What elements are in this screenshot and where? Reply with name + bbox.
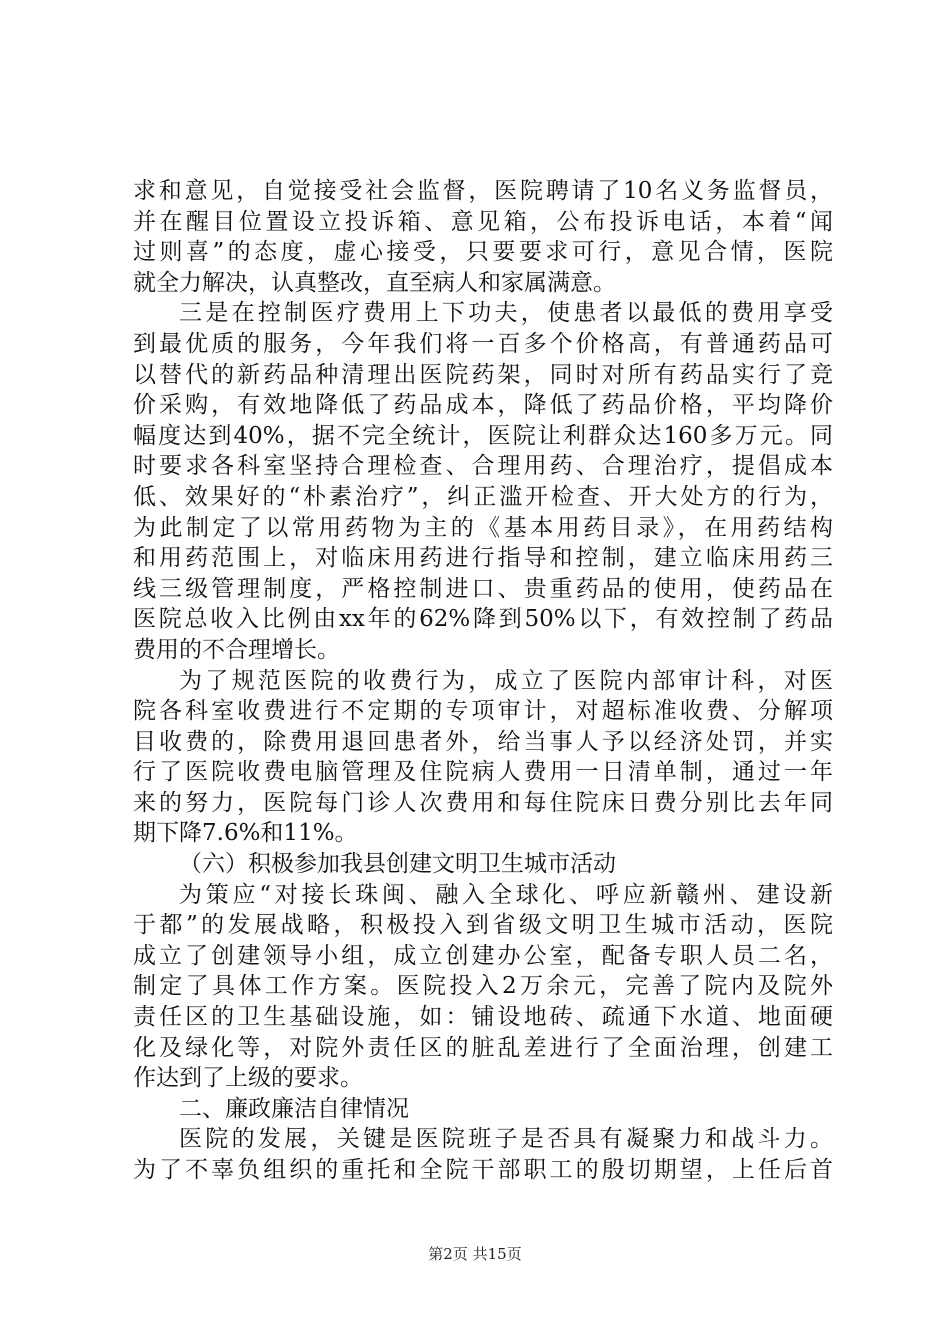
text-line: 和用药范围上，对临床用药进行指导和控制，建立临床用药三 [133, 545, 833, 572]
paragraph-start-line: 为策应“对接长珠闽、融入全球化、呼应新赣州、建设新 [179, 881, 833, 908]
text-line: 化及绿化等，对院外责任区的脏乱差进行了全面治理，创建工 [133, 1034, 833, 1061]
text-line: 价采购，有效地降低了药品成本，降低了药品价格，平均降价 [133, 392, 833, 419]
text-line: 费用的不合理增长。 [133, 636, 340, 663]
text-line: 院各科室收费进行不定期的专项审计，对超标准收费、分解项 [133, 698, 833, 725]
text-line: 以替代的新药品种清理出医院药架，同时对所有药品实行了竞 [133, 361, 833, 388]
text-line: 幅度达到40%，据不完全统计，医院让利群众达160多万元。同 [133, 422, 833, 449]
text-line: 来的努力，医院每门诊人次费用和每住院床日费分别比去年同 [133, 789, 833, 816]
paragraph-start-line: 医院的发展，关键是医院班子是否具有凝聚力和战斗力。 [179, 1126, 833, 1153]
text-line: 作达到了上级的要求。 [133, 1065, 363, 1092]
text-line: 成立了创建领导小组，成立创建办公室，配备专职人员二名， [133, 942, 833, 969]
text-line: 到最优质的服务，今年我们将一百多个价格高，有普通药品可 [133, 330, 833, 357]
text-line: 期下降7.6%和11%。 [133, 820, 358, 847]
text-line: 责任区的卫生基础设施，如：铺设地砖、疏通下水道、地面硬 [133, 1004, 833, 1031]
text-line: 于都”的发展战略，积极投入到省级文明卫生城市活动，医院 [133, 912, 833, 939]
text-line: 为此制定了以常用药物为主的《基本用药目录》，在用药结构 [133, 514, 833, 541]
text-line: 时要求各科室坚持合理检查、合理用药、合理治疗，提倡成本 [133, 453, 833, 480]
paragraph-start-line: 三是在控制医疗费用上下功夫，使患者以最低的费用享受 [179, 300, 833, 327]
text-line: 医院总收入比例由xx年的62%降到50%以下，有效控制了药品 [133, 606, 833, 633]
text-line: 制定了具体工作方案。医院投入2万余元，完善了院内及院外 [133, 973, 833, 1000]
section-heading: 二、廉政廉洁自律情况 [179, 1095, 409, 1122]
paragraph-start-line: 为了规范医院的收费行为，成立了医院内部审计科，对医 [179, 667, 833, 694]
text-line: 就全力解决，认真整改，直至病人和家属满意。 [133, 269, 616, 296]
section-heading: （六）积极参加我县创建文明卫生城市活动 [179, 851, 616, 878]
page-number-footer: 第2页 共15页 [428, 1245, 522, 1263]
text-line: 并在醒目位置设立投诉箱、意见箱，公布投诉电话，本着“闻 [133, 208, 833, 235]
text-line: 求和意见，自觉接受社会监督，医院聘请了10名义务监督员， [133, 178, 833, 204]
text-line: 过则喜”的态度，虚心接受，只要要求可行，意见合情，医院 [133, 239, 833, 266]
text-line: 目收费的，除费用退回患者外，给当事人予以经济处罚，并实 [133, 728, 833, 755]
text-line: 低、效果好的“朴素治疗”，纠正滥开检查、开大处方的行为， [133, 483, 833, 510]
text-line: 为了不辜负组织的重托和全院干部职工的殷切期望，上任后首 [133, 1157, 833, 1183]
text-line: 行了医院收费电脑管理及住院病人费用一日清单制，通过一年 [133, 759, 833, 786]
document-body [133, 176, 833, 1186]
text-line: 线三级管理制度，严格控制进口、贵重药品的使用，使药品在 [133, 575, 833, 602]
